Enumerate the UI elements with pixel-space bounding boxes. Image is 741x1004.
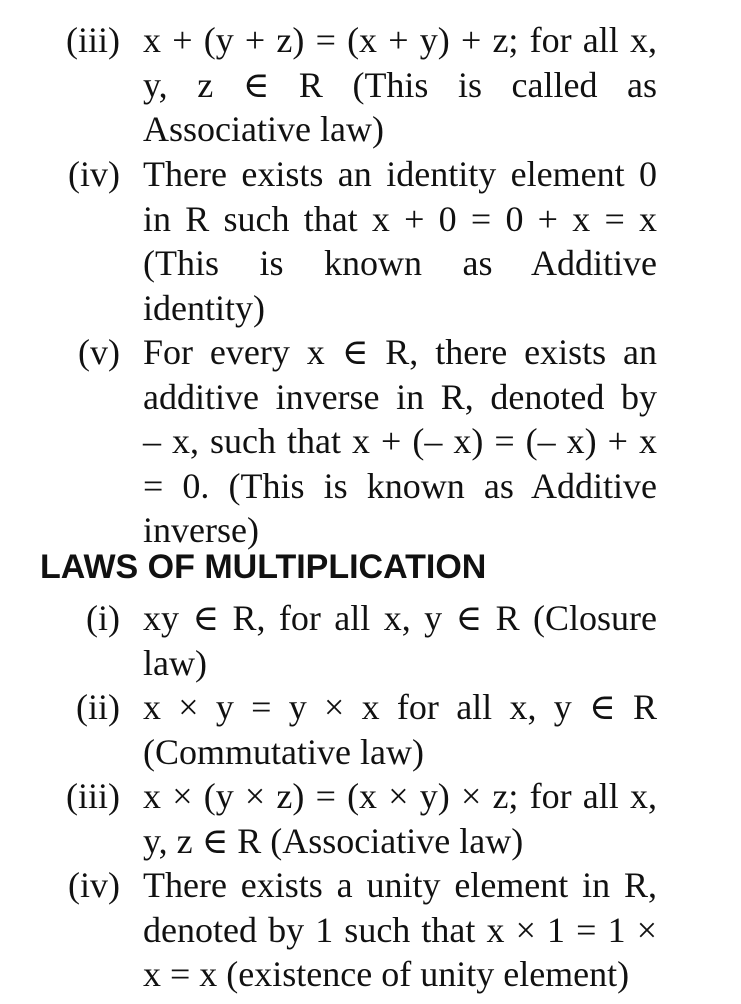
text-line: = 0. (This is known as Additive xyxy=(143,465,657,506)
text-line: There exists an identity element 0 xyxy=(143,154,657,194)
text-line: y, z ∈ R (Associative law) xyxy=(143,820,524,861)
text-line: x + (y + z) = (x + y) + z; for all x, xyxy=(143,20,657,60)
item-text xyxy=(143,330,657,553)
text-line: xy ∈ R, for all x, y ∈ R (Closure xyxy=(143,598,657,638)
item-text xyxy=(143,152,657,330)
item-label: (i) xyxy=(86,598,120,638)
item-label: (iv) xyxy=(68,865,120,905)
text-line: additive inverse in R, denoted by xyxy=(143,376,657,417)
text-line: law) xyxy=(143,642,207,683)
item-label: (v) xyxy=(78,332,120,372)
text-line: x = x (existence of unity element) xyxy=(143,954,630,994)
text-line: For every x ∈ R, there exists an xyxy=(143,332,657,372)
text-line: y, z ∈ R (This is called as xyxy=(143,64,657,105)
text-line: denoted by 1 such that x × 1 = 1 × xyxy=(143,909,657,950)
item-label: (iii) xyxy=(66,776,120,816)
text-line: There exists a unity element in R, xyxy=(143,865,657,905)
item-text xyxy=(143,18,657,152)
item-text xyxy=(143,685,657,774)
item-label: (iv) xyxy=(68,154,120,194)
text-line: identity) xyxy=(143,287,265,328)
text-line: inverse) xyxy=(143,510,259,550)
item-text xyxy=(143,596,657,685)
item-label: (iii) xyxy=(66,20,120,60)
item-text xyxy=(143,774,657,863)
text-line: Associative law) xyxy=(143,109,384,149)
text-line: x × (y × z) = (x × y) × z; for all x, xyxy=(143,776,657,816)
text-line: – x, such that x + (– x) = (– x) + x xyxy=(143,421,657,461)
section-heading: LAWS OF MULTIPLICATION xyxy=(40,548,487,586)
item-text xyxy=(143,863,657,997)
text-line: (This is known as Additive xyxy=(143,243,657,283)
text-line: (Commutative law) xyxy=(143,731,424,772)
item-label: (ii) xyxy=(76,687,120,727)
text-line: in R such that x + 0 = 0 + x = x xyxy=(143,198,657,239)
text-line: x × y = y × x for all x, y ∈ R xyxy=(143,687,657,727)
